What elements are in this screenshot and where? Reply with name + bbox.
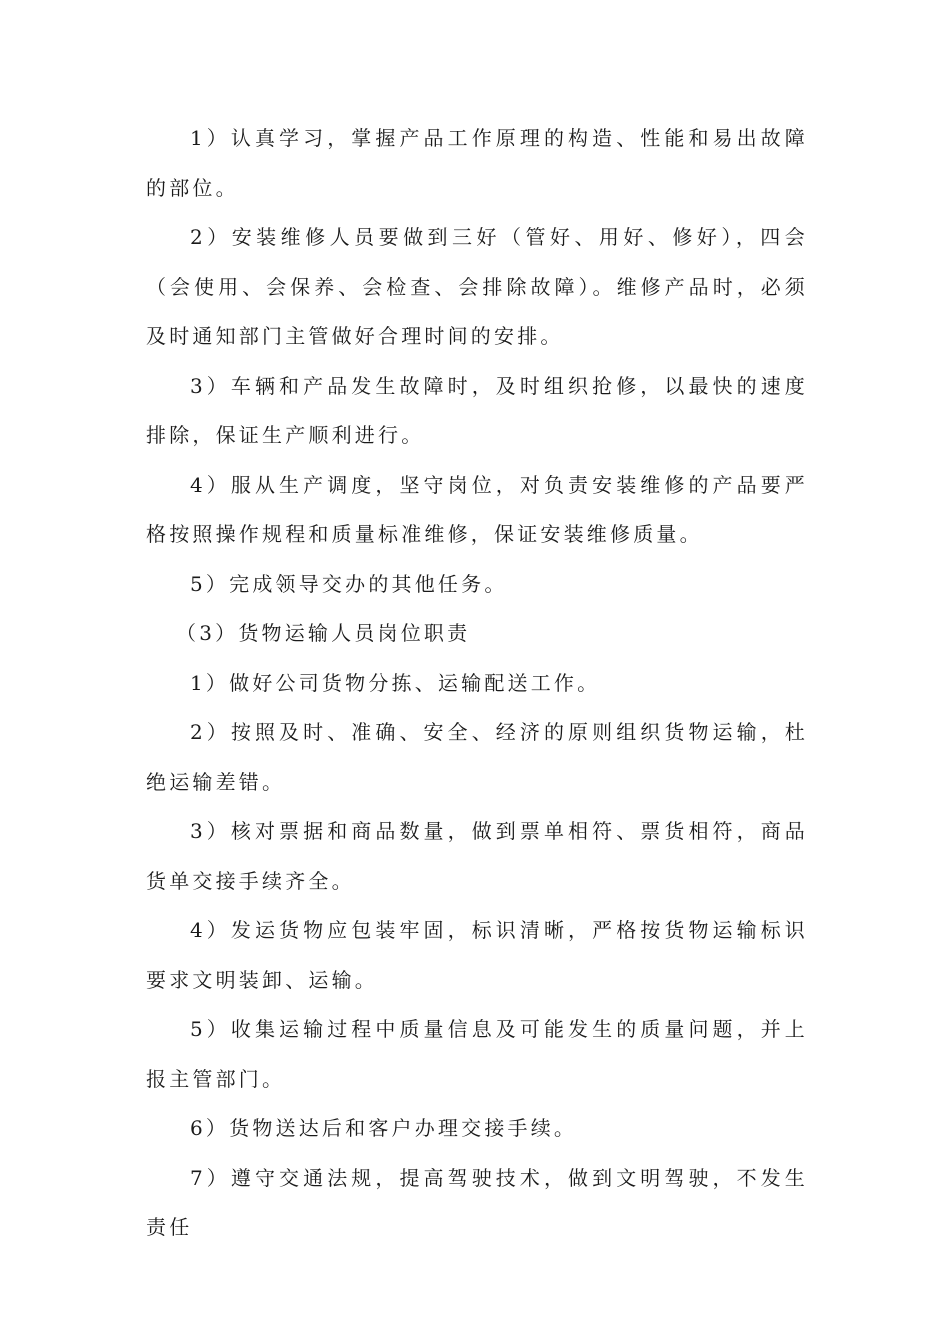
paragraph-transport-duty-7: 7）遵守交通法规，提高驾驶技术，做到文明驾驶，不发生责任 bbox=[146, 1165, 808, 1239]
paragraph-transport-duty-1: 1）做好公司货物分拣、运输配送工作。 bbox=[190, 670, 601, 695]
paragraph-transport-duty-5: 5）收集运输过程中质量信息及可能发生的质量问题，并上报主管部门。 bbox=[146, 1017, 808, 1091]
paragraph-transport-duty-2: 2）按照及时、准确、安全、经济的原则组织货物运输，杜绝运输差错。 bbox=[146, 720, 808, 794]
section-heading-transport-duties: （3）货物运输人员岗位职责 bbox=[176, 621, 471, 645]
paragraph-install-duty-4: 4）服从生产调度，坚守岗位，对负责安装维修的产品要严格按照操作规程和质量标准维修，保证安装维修质量。 bbox=[146, 472, 808, 546]
paragraph-install-duty-3: 3）车辆和产品发生故障时，及时组织抢修，以最快的速度排除，保证生产顺利进行。 bbox=[146, 373, 808, 447]
paragraph-transport-duty-6: 6）货物送达后和客户办理交接手续。 bbox=[190, 1116, 578, 1140]
paragraph-install-duty-1: 1）认真学习，掌握产品工作原理的构造、性能和易出故障的部位。 bbox=[146, 126, 808, 200]
document-body bbox=[146, 114, 808, 1253]
paragraph-install-duty-2: 2）安装维修人员要做到三好（管好、用好、修好），四会（会使用、会保养、会检查、会排除故障）。维修产品时，必须及时通知部门主管做好合理时间的安排。 bbox=[146, 225, 808, 348]
paragraph-transport-duty-4: 4）发运货物应包装牢固，标识清晰，严格按货物运输标识要求文明装卸、运输。 bbox=[146, 918, 808, 992]
paragraph-transport-duty-3: 3）核对票据和商品数量，做到票单相符、票货相符，商品货单交接手续齐全。 bbox=[146, 819, 808, 893]
paragraph-install-duty-5: 5）完成领导交办的其他任务。 bbox=[190, 571, 508, 596]
